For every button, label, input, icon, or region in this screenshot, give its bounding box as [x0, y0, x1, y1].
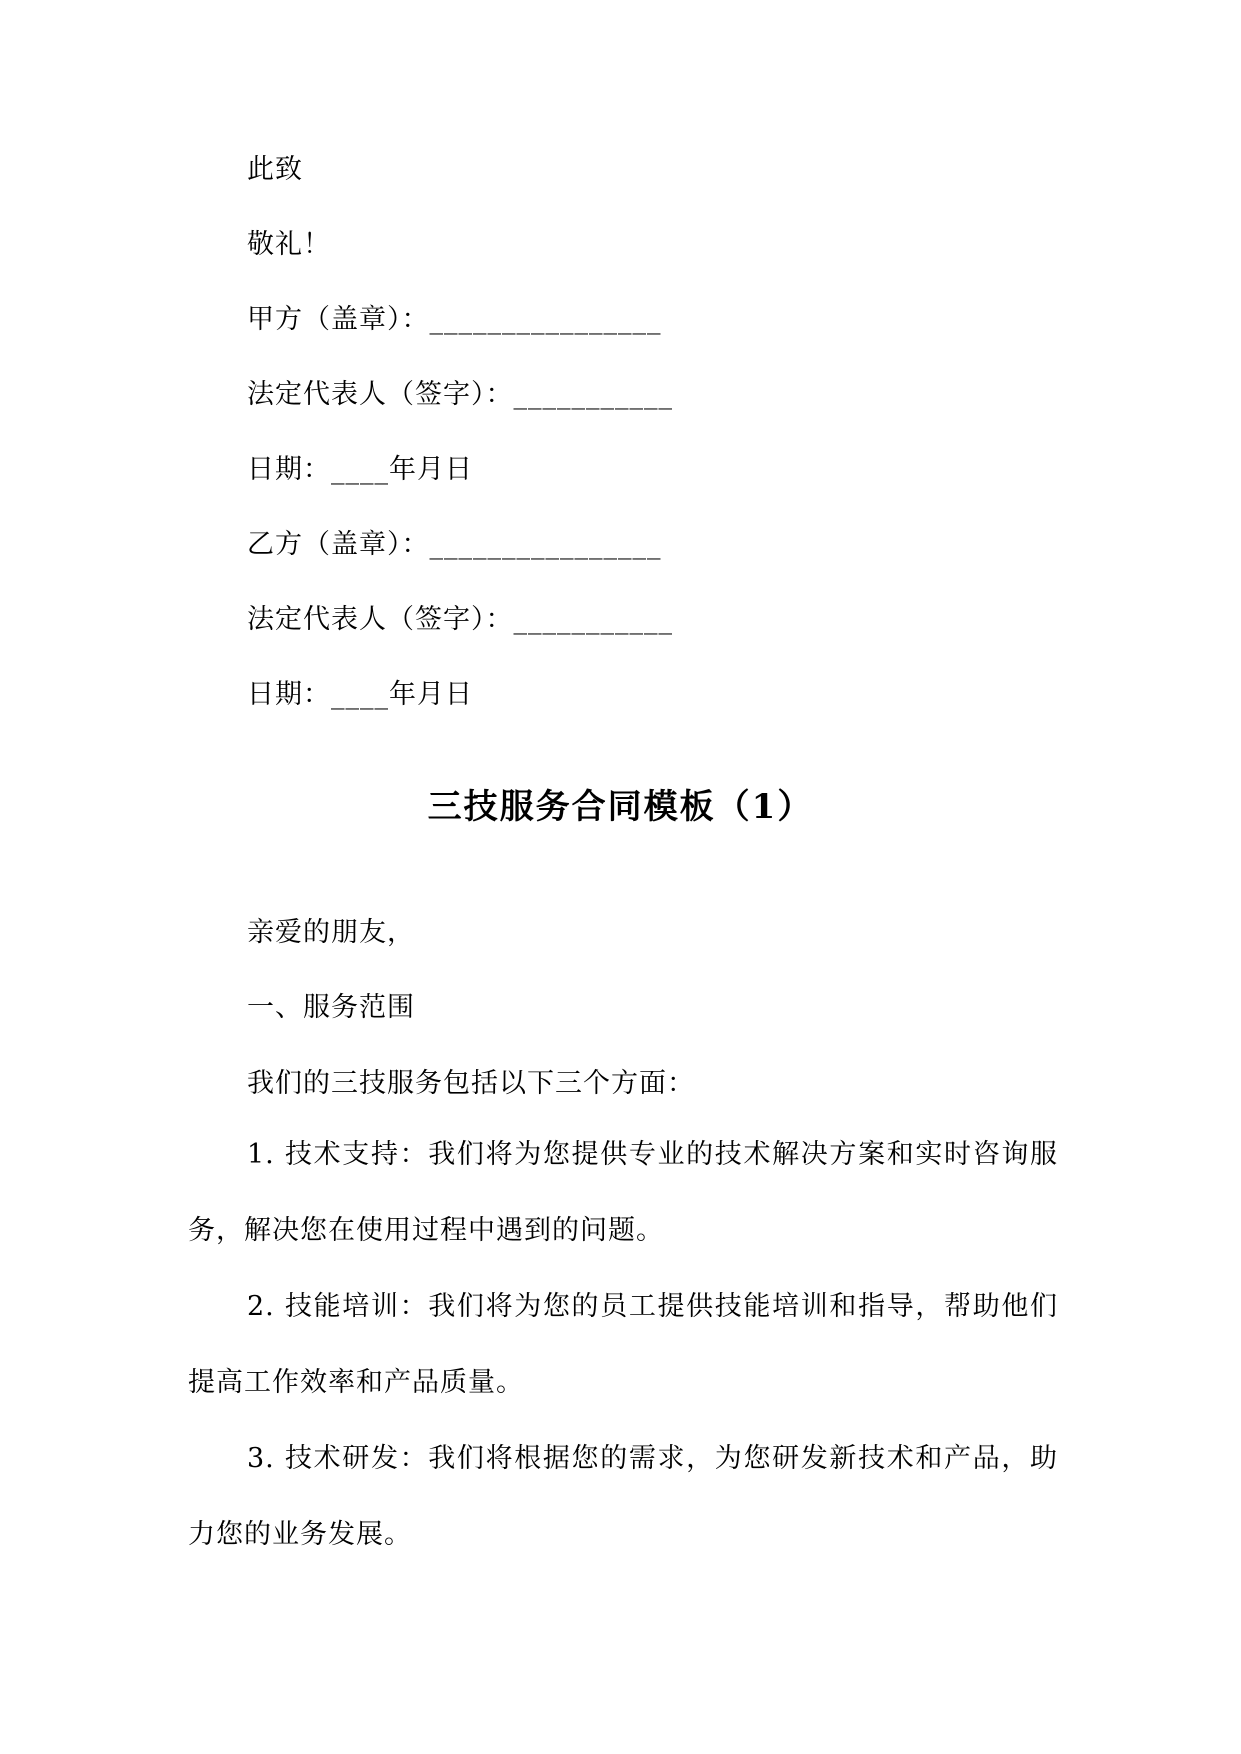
document-title: 三技服务合同模板（1） [427, 787, 814, 827]
party-b-representative-line: 法定代表人（签字）：___________ [247, 604, 673, 635]
intro-paragraph: 我们的三技服务包括以下三个方面： [247, 1068, 695, 1099]
party-a-representative-line: 法定代表人（签字）：___________ [247, 379, 673, 410]
party-a-seal-line: 甲方（盖章）：________________ [247, 304, 662, 335]
list-item-technical-support: 1. 技术支持：我们将为您提供专业的技术解决方案和实时咨询服务，解决您在使用过程中遇到的问题。 [188, 1139, 1058, 1246]
closing-line-2: 敬礼！ [247, 229, 331, 260]
party-b-seal-line: 乙方（盖章）：________________ [247, 529, 662, 560]
greeting: 亲爱的朋友， [247, 917, 415, 948]
list-item-technical-rd: 3. 技术研发：我们将根据您的需求，为您研发新技术和产品，助力您的业务发展。 [188, 1443, 1058, 1550]
list-item-skills-training: 2. 技能培训：我们将为您的员工提供技能培训和指导，帮助他们提高工作效率和产品质量。 [188, 1291, 1058, 1398]
section-heading: 一、服务范围 [247, 992, 415, 1023]
party-a-date-line: 日期：____年月日 [247, 454, 473, 485]
party-b-date-line: 日期：____年月日 [247, 679, 473, 710]
closing-line-1: 此致 [247, 154, 303, 185]
